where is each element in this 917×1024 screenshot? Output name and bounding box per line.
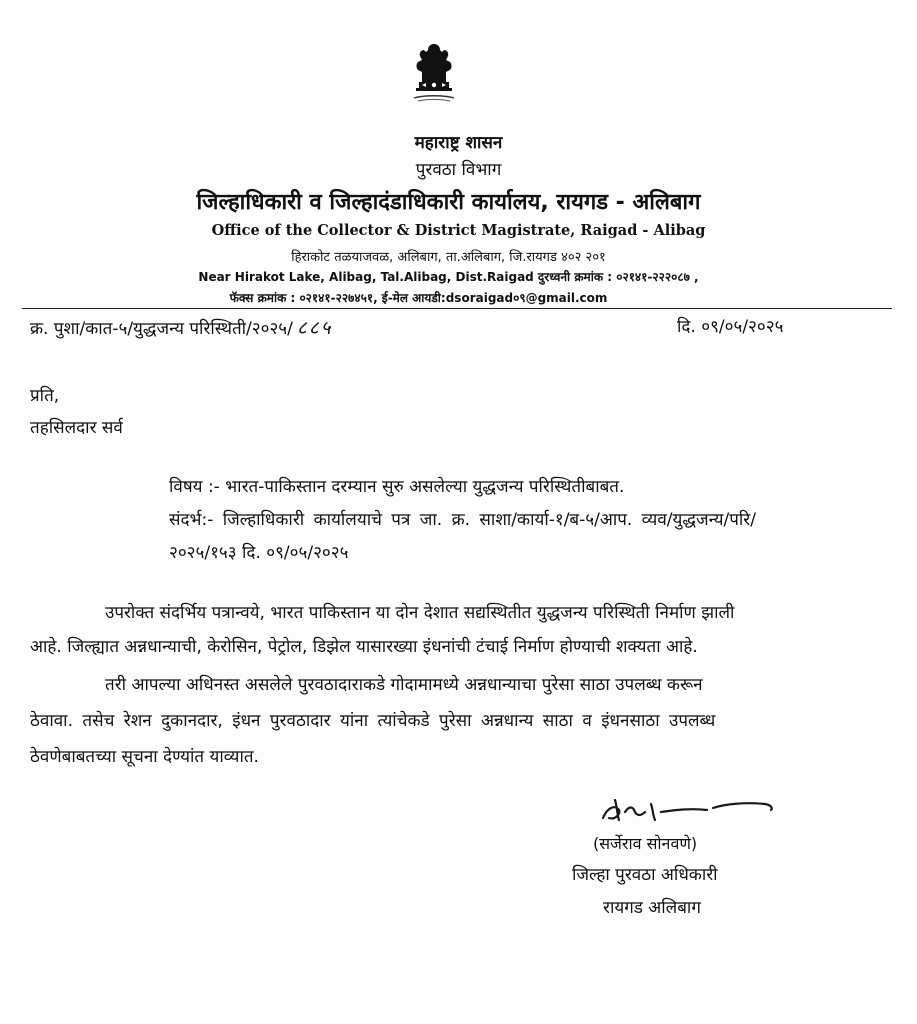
state-emblem-icon	[404, 38, 464, 108]
addressee-to: प्रति,	[30, 386, 60, 406]
reference-number-handwritten: ८८५	[296, 317, 333, 339]
office-title-english: Office of the Collector & District Magistrate, Raigad - Alibag	[211, 222, 706, 239]
signatory-title: जिल्हा पुरवठा अधिकारी	[572, 865, 718, 885]
signatory-place: रायगड अलिबाग	[603, 898, 701, 918]
body-paragraph-2-line-2: ठेवावा. तसेच रेशन दुकानदार, इंधन पुरवठादार यांना त्यांचेकडे पुरेसा अन्नधान्य साठा व इंधनसाठा उपलब्ध	[30, 711, 716, 731]
address-marathi: हिराकोट तळयाजवळ, अलिबाग, ता.अलिबाग, जि.रायगड ४०२ २०१	[291, 250, 606, 265]
fax-email-line: फॅक्स क्रमांक : ०२१४१-२२७४५१, ई-मेल आयडी:dsoraigad०९@gmail.com	[229, 291, 608, 305]
body-paragraph-2-line-1: तरी आपल्या अधिनस्त असलेले पुरवठादाराकडे गोदामामध्ये अन्नधान्याचा पुरेसा साठा उपलब्ध करून	[105, 675, 703, 695]
body-paragraph-1-line-2: आहे. जिल्ह्यात अन्नधान्याची, केरोसिन, पेट्रोल, डिझेल यासारख्या इंधनांची टंचाई निर्माण होण्याची शक्यता आहे.	[30, 637, 698, 657]
reference-number	[30, 314, 333, 340]
body-paragraph-1-line-1: उपरोक्त संदर्भिय पत्रान्वये, भारत पाकिस्तान या दोन देशात सद्यस्थितीत युद्धजन्य परिस्थिती निर्माण झाली	[105, 603, 735, 623]
office-title-marathi: जिल्हाधिकारी व जिल्हादंडाधिकारी कार्यालय, रायगड - अलिबाग	[196, 190, 701, 215]
body-paragraph-2-line-3: ठेवणेबाबतच्या सूचना देण्यांत याव्यात.	[30, 747, 259, 767]
address-english-phone: Near Hirakot Lake, Alibag, Tal.Alibag, Dist.Raigad दुरध्वनी क्रमांक : ०२१४१-२२२०८७ ,	[198, 270, 699, 284]
letter-date: दि. ०९/०५/२०२५	[677, 317, 784, 337]
reference-line-2: २०२५/१५३ दि. ०९/०५/२०२५	[169, 543, 349, 563]
subject-line: विषय :- भारत-पाकिस्तान दरम्यान सुरु असलेल्या युद्धजन्य परिस्थितीबाबत.	[169, 477, 625, 497]
addressee-recipient: तहसिलदार सर्व	[30, 418, 123, 438]
reference-number-prefix: क्र. पुशा/कात-५/युद्धजन्य परिस्थिती/२०२५/	[30, 319, 293, 339]
signatory-name: (सर्जेराव सोनवणे)	[593, 834, 698, 853]
govt-title: महाराष्ट्र शासन	[414, 133, 503, 153]
reference-line-1: संदर्भ:- जिल्हाधिकारी कार्यालयाचे पत्र जा. क्र. साशा/कार्या-१/ब-५/आप. व्यव/युद्धजन्य/परि/	[169, 510, 756, 530]
header-divider	[22, 308, 892, 309]
department-title: पुरवठा विभाग	[415, 160, 502, 180]
handwritten-signature-icon	[595, 790, 785, 830]
